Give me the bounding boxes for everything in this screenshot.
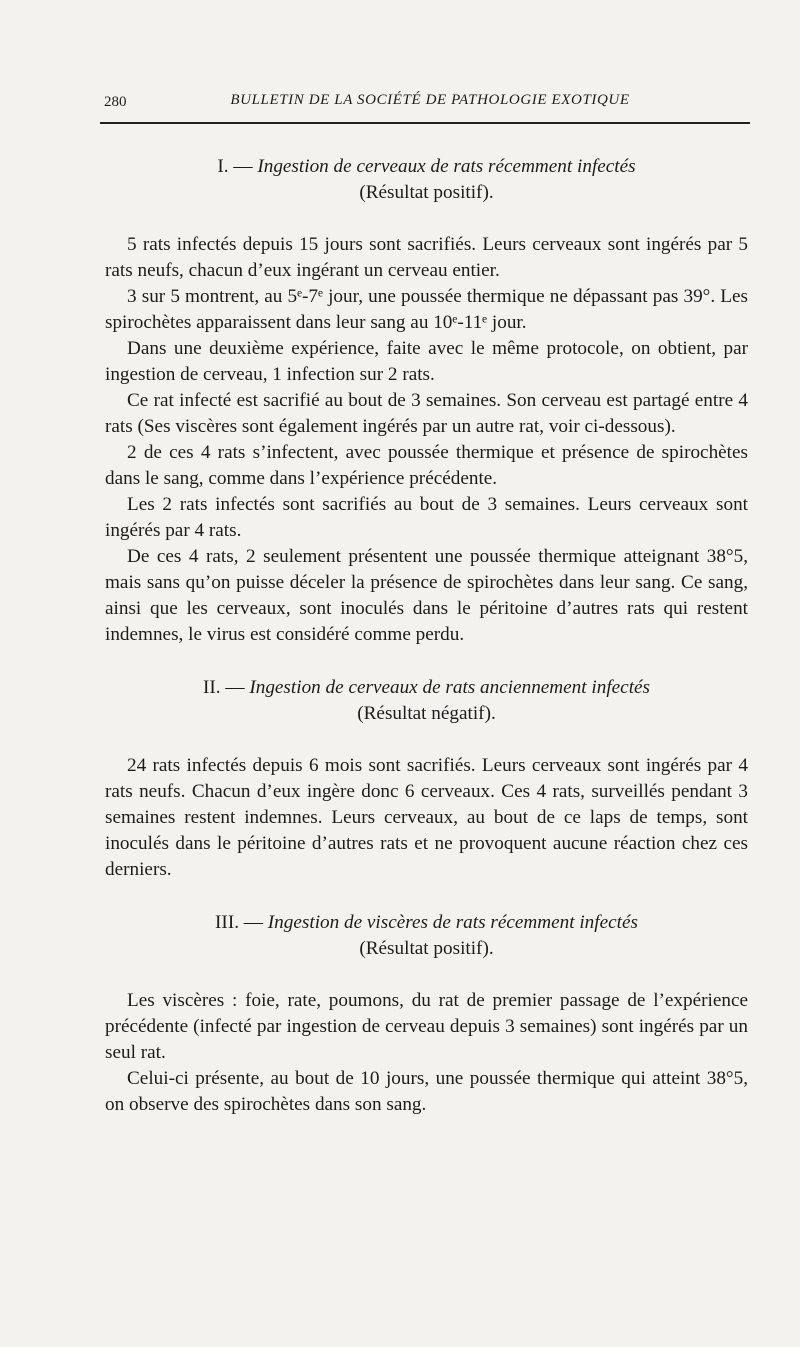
section-heading [105,154,748,180]
running-header [100,92,750,124]
paragraph: Les 2 rats infectés sont sacrifiés au bout de 3 semaines. Leurs cerveaux sont ingérés par 4 rats. [105,494,748,541]
page-number: 280 [104,94,127,110]
article-body [105,154,748,1118]
paragraph: Celui-ci présente, au bout de 10 jours, une poussée thermique qui atteint 38°5, on observe des spirochètes dans son sang. [105,1068,748,1115]
paragraph: 24 rats infectés depuis 6 mois sont sacrifiés. Leurs cerveaux sont ingérés par 4 rats neufs. Chacun d’eux ingère donc 6 cerveaux. Ces 4 rats, surveillés pendant 3 semaines restent indemnes. Leurs cerveaux, au bout de ce laps de temps, sont inoculés dans le péritoine d’autres rats et ne provoquent aucune réaction chez ces derniers. [105,755,748,880]
section-numeral: III. — [215,912,263,933]
paragraph: Les viscères : foie, rate, poumons, du rat de premier passage de l’expérience précédente (infecté par ingestion de cerveau depuis 3 semaines) sont ingérés par un seul rat. [105,990,748,1063]
paragraph: De ces 4 rats, 2 seulement présentent une poussée thermique atteignant 38°5, mais sans qu’on puisse déceler la présence de spirochètes dans leur sang. Ce sang, ainsi que les cerveaux, sont inoculés dans le péritoine d’autres rats qui restent indemnes, le virus est considéré comme perdu. [105,546,748,645]
paragraph: Dans une deuxième expérience, faite avec le même protocole, on obtient, par ingestion de cerveau, 1 infection sur 2 rats. [105,338,748,385]
section-title: Ingestion de cerveaux de rats récemment infectés [257,156,636,177]
paragraph: 3 sur 5 montrent, au 5ᵉ-7ᵉ jour, une poussée thermique ne dépassant pas 39°. Les spirochètes apparaissent dans leur sang au 10ᵉ-11ᵉ jour. [105,286,748,333]
section-result: (Résultat négatif). [357,703,496,724]
section-result: (Résultat positif). [359,182,494,203]
journal-title: BULLETIN DE LA SOCIÉTÉ DE PATHOLOGIE EXOTIQUE [230,92,630,108]
section-heading [105,675,748,701]
section-heading [105,910,748,936]
section-numeral: II. — [202,677,245,698]
section-1 [105,154,748,648]
section-2 [105,675,748,883]
section-title: Ingestion de cerveaux de rats anciennement infectés [249,677,651,698]
paragraph: 5 rats infectés depuis 15 jours sont sacrifiés. Leurs cerveaux sont ingérés par 5 rats neufs, chacun d’eux ingérant un cerveau entier. [105,234,748,281]
section-result: (Résultat positif). [359,938,494,959]
section-3 [105,910,748,1118]
section-numeral: I. — [217,156,253,177]
paragraph: Ce rat infecté est sacrifié au bout de 3 semaines. Son cerveau est partagé entre 4 rats (Ses viscères sont également ingérés par un autre rat, voir ci-dessous). [105,390,748,437]
paragraph: 2 de ces 4 rats s’infectent, avec poussée thermique et présence de spirochètes dans le sang, comme dans l’expérience précédente. [105,442,748,489]
section-title: Ingestion de viscères de rats récemment infectés [267,912,638,933]
